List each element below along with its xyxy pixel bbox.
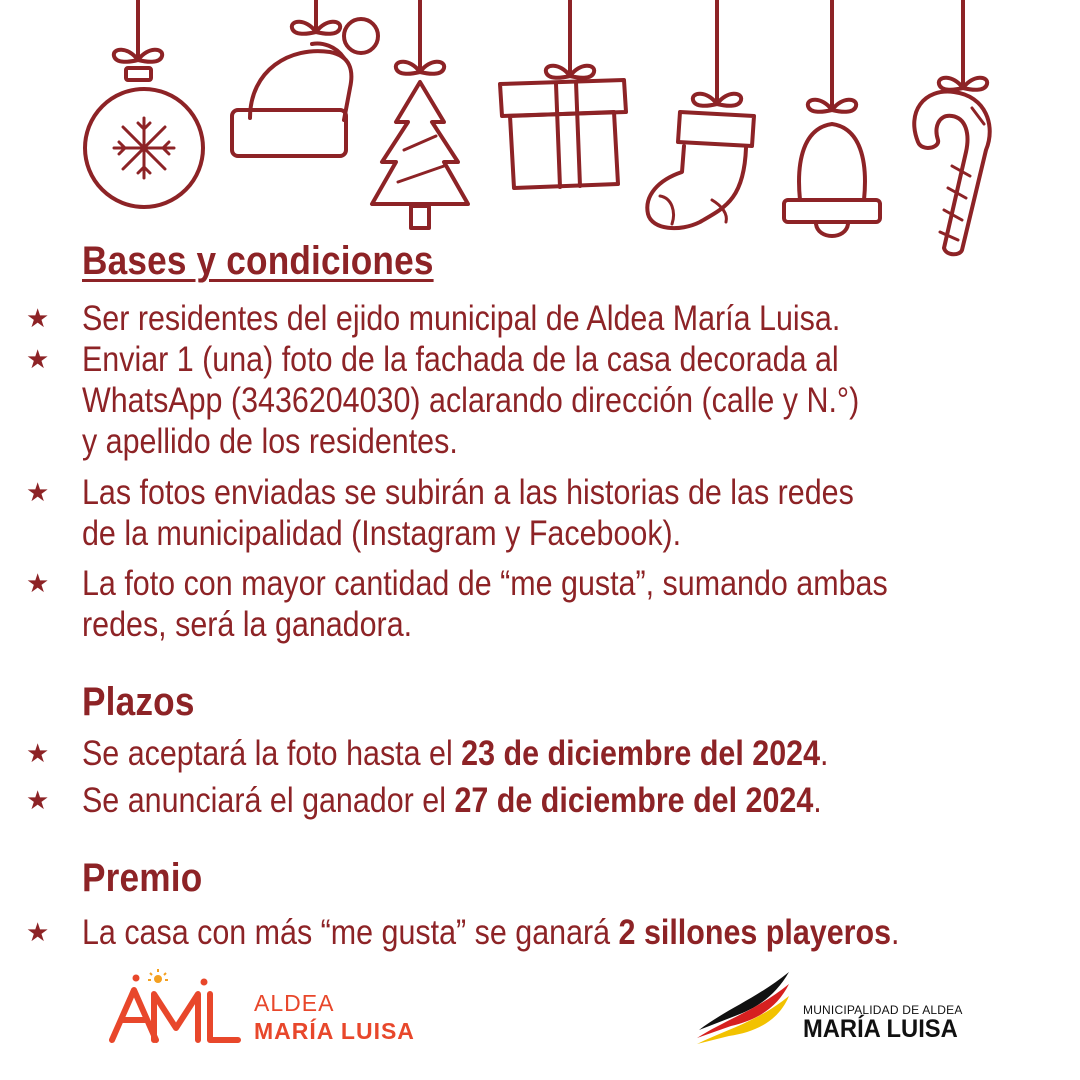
ornaments-banner: [0, 0, 1080, 265]
item-text-pre: Se aceptará la foto hasta el: [82, 734, 462, 773]
christmas-tree-icon: [372, 0, 468, 228]
item-text-post: .: [820, 734, 829, 773]
flag-swoosh-icon: [695, 968, 795, 1048]
item-line: y apellido de los residentes.: [82, 422, 458, 461]
item-line: redes, será la ganadora.: [82, 605, 413, 644]
star-bullet-icon: ★: [26, 568, 50, 598]
item-text-post: .: [813, 781, 822, 820]
item-text: [82, 912, 1022, 953]
bell-icon: [784, 0, 880, 236]
item-line: [82, 733, 828, 774]
candy-cane-icon: [914, 0, 989, 254]
star-bullet-icon: ★: [26, 303, 50, 333]
item-text: [82, 733, 940, 774]
ornament-ball-icon: [85, 0, 203, 207]
santa-hat-icon: [232, 0, 378, 156]
section-title-bases: Bases y condiciones: [82, 239, 434, 283]
municipalidad-logo-line1: MUNICIPALIDAD DE ALDEA: [803, 1003, 963, 1017]
star-bullet-icon: ★: [26, 785, 50, 815]
item-text-pre: Se anunciará el ganador el: [82, 781, 455, 820]
item-text: [82, 780, 932, 821]
star-bullet-icon: ★: [26, 917, 50, 947]
item-line: Las fotos enviadas se subirán a las historias de las redes: [82, 473, 854, 512]
item-line: [82, 780, 822, 821]
item-line: Enviar 1 (una) foto de la fachada de la casa decorada al: [82, 340, 839, 379]
star-bullet-icon: ★: [26, 477, 50, 507]
aml-logo: [106, 968, 426, 1048]
item-text: [82, 298, 954, 339]
aml-logo-line1: ALDEA: [254, 990, 335, 1016]
item-text: [82, 339, 975, 462]
municipalidad-logo-line2: MARÍA LUISA: [803, 1015, 958, 1043]
section-title-plazos: Plazos: [82, 680, 195, 724]
item-text-bold: 2 sillones playeros: [618, 913, 892, 952]
aml-logo-mark: [106, 968, 246, 1048]
item-text-pre: La casa con más “me gusta” se ganará: [82, 913, 619, 952]
gift-box-icon: [500, 0, 626, 188]
item-line: de la municipalidad (Instagram y Facebook).: [82, 514, 682, 553]
item-text: [82, 472, 969, 554]
item-text-bold: 27 de diciembre del 2024: [454, 781, 814, 820]
star-bullet-icon: ★: [26, 344, 50, 374]
star-bullet-icon: ★: [26, 738, 50, 768]
stocking-icon: [647, 0, 754, 228]
section-title-premio: Premio: [82, 856, 203, 900]
item-line: La foto con mayor cantidad de “me gusta”, sumando ambas: [82, 564, 888, 603]
item-text-post: .: [891, 913, 900, 952]
aml-logo-line2: MARÍA LUISA: [254, 1018, 415, 1044]
item-line: WhatsApp (3436204030) aclarando dirección (calle y N.°): [82, 381, 860, 420]
item-text-bold: 23 de diciembre del 2024: [461, 734, 821, 773]
item-line: Ser residentes del ejido municipal de Aldea María Luisa.: [82, 299, 841, 338]
item-text: [82, 563, 1008, 645]
item-line: [82, 912, 900, 953]
municipalidad-logo: [695, 968, 985, 1048]
